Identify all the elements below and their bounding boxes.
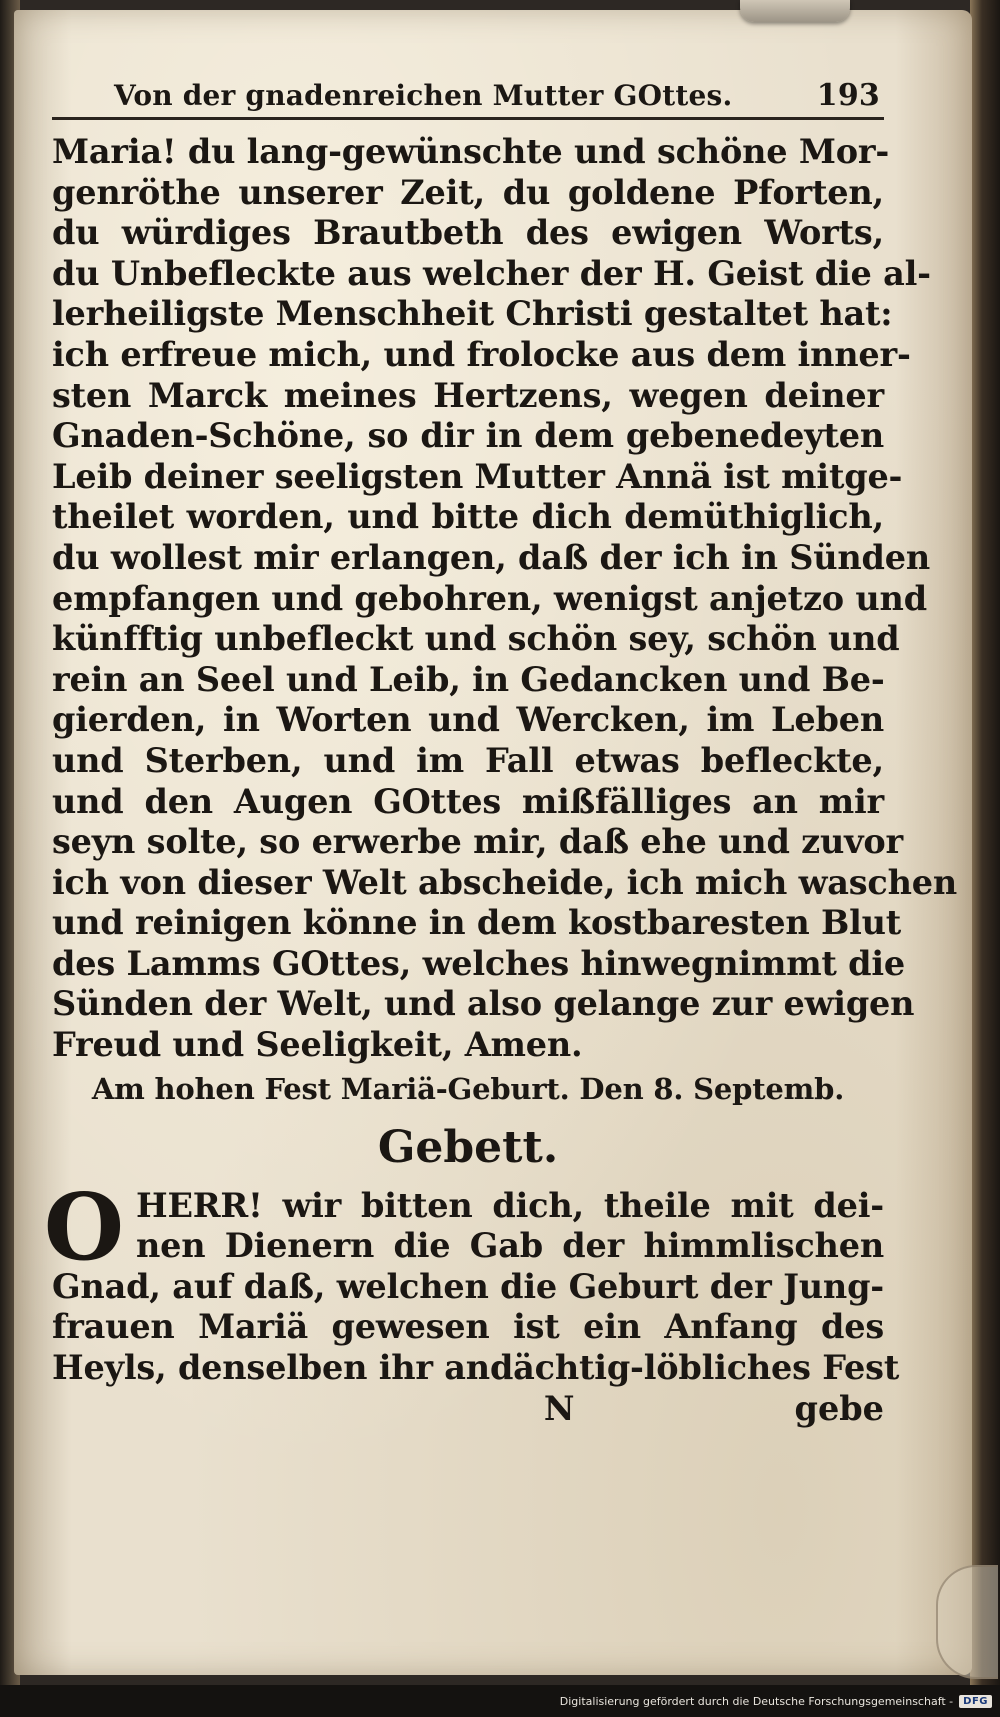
text-line: und Sterben, und im Fall etwas befleckte, — [52, 740, 884, 780]
text-line: und den Augen GOttes mißfälliges an mir — [52, 781, 884, 821]
running-title: Von der gnadenreichen Mutter GOttes. — [114, 79, 733, 112]
text-line: genröthe unserer Zeit, du goldene Pforten, — [52, 172, 884, 212]
page-clip — [740, 0, 850, 22]
text-line: rein an Seel und Leib, in Gedancken und Be- — [52, 659, 885, 699]
text-line: Sünden der Welt, und also gelange zur ewigen — [52, 984, 915, 1024]
page-corner-curl — [936, 1565, 998, 1679]
text-line: lerheiligste Menschheit Christi gestaltet hat: — [52, 294, 893, 334]
prayer-paragraph — [43, 1172, 900, 1389]
text-line: künfftig unbefleckt und schön sey, schön und — [52, 619, 900, 659]
funding-credit: Digitalisierung gefördert durch die Deutsche Forschungsgemeinschaft - — [559, 1694, 954, 1708]
text-line: Leib deiner seeligsten Mutter Annä ist mitge- — [52, 456, 903, 496]
text-line: seyn solte, so erwerbe mir, daß ehe und zuvor — [52, 822, 903, 862]
prayer-line: frauen Mariä gewesen ist ein Anfang des — [52, 1307, 884, 1347]
catchline — [52, 1389, 884, 1429]
page-number: 193 — [816, 78, 880, 113]
prayer-line: HERR! wir bitten dich, theile mit dei- — [136, 1185, 884, 1225]
text-line-last: Freud und Seeligkeit, Amen. — [52, 1025, 583, 1065]
drop-cap: O — [43, 1172, 125, 1281]
text-line: du Unbefleckte aus welcher der H. Geist die al- — [52, 253, 931, 293]
text-line: sten Marck meines Hertzens, wegen deiner — [52, 375, 884, 415]
text-line: Maria! du lang-gewünschte und schöne Mor- — [52, 132, 890, 171]
text-line: und reinigen könne in dem kostbaresten Blut — [52, 903, 902, 943]
text-line: du würdiges Brautbeth des ewigen Worts, — [52, 213, 884, 253]
text-line: ich erfreue mich, und frolocke aus dem inner- — [52, 334, 911, 374]
text-line: du wollest mir erlangen, daß der ich in Sünden — [52, 537, 931, 577]
running-header — [52, 78, 884, 120]
signature-mark: N — [543, 1388, 575, 1428]
text-line: empfangen und gebohren, wenigst anjetzo und — [52, 578, 927, 618]
text-line: des Lamms GOttes, welches hinwegnimmt die — [52, 943, 906, 983]
book-page-edges — [970, 0, 1000, 1717]
prayer-line: Heyls, denselben ihr andächtig-löbliches Fest — [52, 1348, 900, 1388]
text-line: gierden, in Worten und Wercken, im Leben — [52, 700, 884, 740]
prayer-line: nen Dienern die Gab der himmlischen — [136, 1226, 884, 1266]
text-line: Gnaden-Schöne, so dir in dem gebenedeyten — [52, 416, 884, 456]
digitization-footer — [0, 1685, 1000, 1717]
body-paragraph — [52, 132, 957, 1066]
feast-day-line: Am hohen Fest Mariä-Geburt. Den 8. Septemb. — [91, 1071, 845, 1106]
dfg-logo: DFG — [959, 1695, 992, 1708]
page-text — [43, 78, 957, 1429]
prayer-line: Gnad, auf daß, welchen die Geburt der Jung- — [52, 1266, 884, 1306]
text-line: theilet worden, und bitte dich demüthiglich, — [52, 497, 884, 537]
section-heading: Gebett. — [377, 1121, 559, 1173]
text-line: ich von dieser Welt abscheide, ich mich waschen — [52, 862, 957, 902]
catchword: gebe — [794, 1388, 884, 1428]
